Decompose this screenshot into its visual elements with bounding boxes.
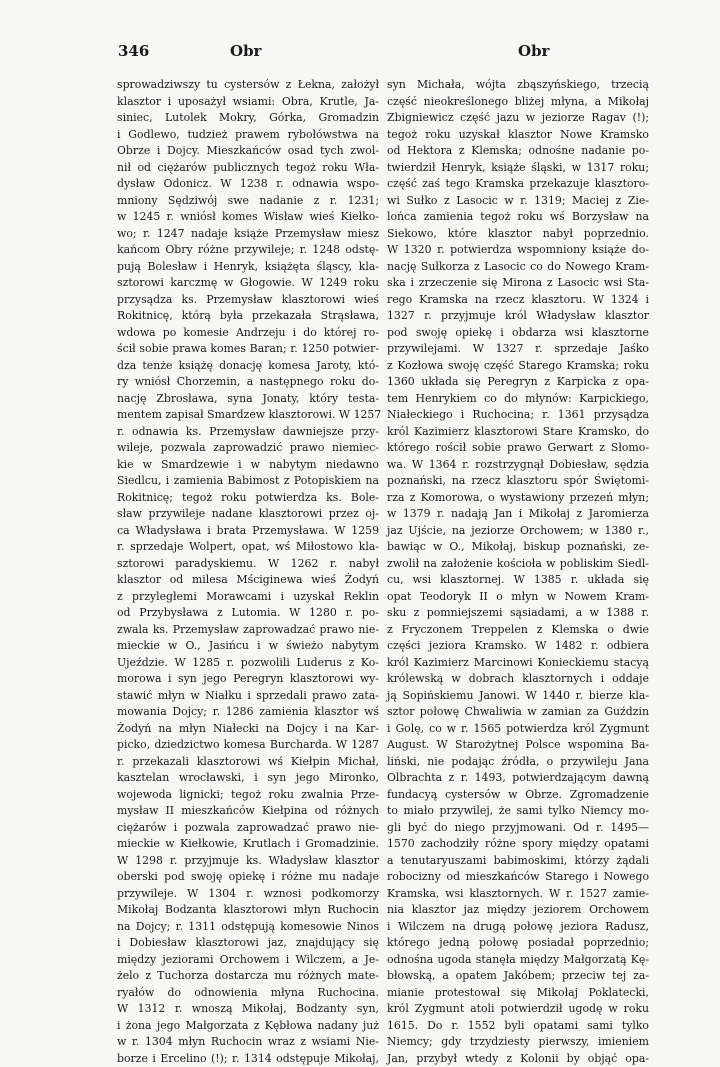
text-line: wojewoda lignicki; tegoż roku zwalnia Prze- [117,787,379,804]
text-line: klasztor od milesa Mściginewa wieś Żodyń [117,572,379,589]
text-line: fundacyą cystersów w Obrze. Zgromadzenie [387,787,649,804]
text-line: mieckie w Kiełkowie, Krutlach i Gromadzinie. [117,836,379,853]
text-line: Siedlcu, i zamienia Babimost z Potopiskiem na [117,473,379,490]
text-line: W 1312 r. wnoszą Mikołaj, Bodzanty syn, [117,1001,379,1018]
text-line: twierdził Henryk, książe śląski, w 1317 roku; [387,160,649,177]
text-line: Rokitnicę; tegoż roku potwierdza ks. Bole- [117,490,379,507]
text-line: błowską, a opatem Jakóbem; przeciw tej za- [387,968,649,985]
text-line: Obrze i Dojcy. Mieszkańców osad tych zwol- [117,143,379,160]
text-line: przywilejami. W 1327 r. sprzedaje Jaśko [387,341,649,358]
text-line: zwala ks. Przemysław zaprowadzać prawo nie- [117,622,379,639]
text-line: W 1298 r. przyjmuje ks. Władysław klasztor [117,853,379,870]
text-line: mowania Dojcy; r. 1286 zamienia klasztor wś [117,704,379,721]
text-line: klasztor i uposażył wsiami: Obra, Krutle, Ja- [117,94,379,111]
text-line: i Golę, co w r. 1565 potwierdza król Zygmunt [387,721,649,738]
text-line: ją Sopińskiemu Janowi. W 1440 r. bierze kla- [387,688,649,705]
text-line: tem Henrykiem co do młynów: Karpickiego, [387,391,649,408]
text-line: ry wniósł Chorzemin, a następnego roku do- [117,374,379,391]
text-line: borze i Ercelino (!); r. 1314 odstępuje Mikołaj, [117,1051,379,1067]
text-line: którego rościł sobie prawo Gerwart z Słomo- [387,440,649,457]
text-line: sztorowi paradyskiemu. W 1262 r. nabył [117,556,379,573]
text-line: król Kazimierz klasztorowi Stare Kramsko, do [387,424,649,441]
text-line: dysław Odonicz. W 1238 r. odnawia wspo- [117,176,379,193]
text-line: kie w Smardzewie i w nabytym niedawno [117,457,379,474]
text-line: z Kozłowa swoję część Starego Kramska; roku [387,358,649,375]
text-line: król Kazimierz Marcinowi Konieckiemu stacyą [387,655,649,672]
text-line: jaz Ujście, na jeziorze Orchowem; w 1380 r., [387,523,649,540]
text-line: na Dojcy; r. 1311 odstępują komesowie Ninos [117,919,379,936]
text-line: mianie protestował się Mikołaj Poklatecki, [387,985,649,1002]
text-line: części jeziora Kramsko. W 1482 r. odbiera [387,638,649,655]
text-line: dza tenże książę donację komesa Jaroty, któ- [117,358,379,375]
text-line: wo; r. 1247 nadaje książe Przemysław miesz [117,226,379,243]
text-line: i Godlewo, tudzież prawem rybołówstwa na [117,127,379,144]
right-column [387,77,649,982]
text-line: mniony Sędziwój swe nadanie z r. 1231; [117,193,379,210]
left-column [117,77,379,982]
text-line: królewską w dobrach klasztornych i oddaje [387,671,649,688]
text-line: tegoż roku uzyskał klasztor Nowe Kramsko [387,127,649,144]
text-line: Zbigniewicz część jazu w jeziorze Ragav (!); [387,110,649,127]
text-line: liński, nie podając źródła, o przywileju Jana [387,754,649,771]
text-line: Olbrachta z r. 1493, potwierdzającym dawną [387,770,649,787]
text-line: mentem zapisał Smardzew klasztorowi. W 1257 [117,407,379,424]
text-line: sku z pomniejszemi sąsiadami, a w 1388 r. [387,605,649,622]
text-line: oberski pod swoję opiekę i różne mu nadaje [117,869,379,886]
text-line: Rokitnicę, którą była przekazała Strąsława, [117,308,379,325]
running-head-right: Obr [518,42,549,60]
text-line: picko, dziedzictwo komesa Burcharda. W 1287 [117,737,379,754]
text-line: W 1320 r. potwierdza wspomniony książe do- [387,242,649,259]
text-line: pod swoję opiekę i obdarza wsi klasztorne [387,325,649,342]
text-line: 1360 układa się Peregryn z Karpicka z opa- [387,374,649,391]
text-line: stawić młyn w Niałku i sprzedali prawo zata- [117,688,379,705]
text-line: wdowa po komesie Andrzeju i do której ro- [117,325,379,342]
text-line: morowa i syn jego Peregryn klasztorowi wy- [117,671,379,688]
text-line: wi Sułko z Lasocic w r. 1319; Maciej z Zie- [387,193,649,210]
text-line: robocizny od mieszkańców Starego i Nowego [387,869,649,886]
text-line: bawiąc w O., Mikołaj, biskup poznański, ze- [387,539,649,556]
text-line: z Fryczonem Treppelen z Klemska o dwie [387,622,649,639]
text-line: ca Władysława i brata Przemysława. W 1259 [117,523,379,540]
text-line: część zaś tego Kramska przekazuje klasztoro- [387,176,649,193]
text-line: r. przekazali klasztorowi wś Kiełpin Michał, [117,754,379,771]
text-line: król Zygmunt atoli potwierdził ugodę w roku [387,1001,649,1018]
text-line: sztor połowę Chwaliwia w zamian za Guździn [387,704,649,721]
text-line: kasztelan wrocławski, i syn jego Mironko, [117,770,379,787]
page-header [0,42,720,64]
text-line: to miało przywilej, że sami tylko Niemcy mo- [387,803,649,820]
text-line: a tenutaryuszami babimoskimi, którzy żądali [387,853,649,870]
text-line: siniec, Lutolek Mokry, Górka, Gromadzin [117,110,379,127]
text-line: sztorowi karczmę w Głogowie. W 1249 roku [117,275,379,292]
text-line: sprowadziwszy tu cystersów z Łekna, założył [117,77,379,94]
text-line: ścił sobie prawa komes Baran; r. 1250 potwier- [117,341,379,358]
text-line: August. W Starożytnej Polsce wspomina Ba- [387,737,649,754]
text-line: rego Kramska na rzecz klasztoru. W 1324 i [387,292,649,309]
text-line: od Hektora z Klemska; odnośne nadanie po- [387,143,649,160]
text-line: Niemcy; gdy trzydziesty pierwszy, imieniem [387,1034,649,1051]
text-line: wa. W 1364 r. rozstrzygnął Dobiesław, sędzia [387,457,649,474]
text-line: żelo z Tuchorza dostarcza mu różnych mate- [117,968,379,985]
text-line: nił od ciężarów publicznych tegoż roku Wła- [117,160,379,177]
text-line: rza z Komorowa, o wystawiony przezeń młyn; [387,490,649,507]
text-line: i Wilczem na drugą połowę jeziora Radusz, [387,919,649,936]
text-line: pują Bolesław i Henryk, książęta śląscy, kla- [117,259,379,276]
text-line: gli być do niego przyjmowani. Od r. 1495— [387,820,649,837]
text-line: sław przywileje nadane klasztorowi przez oj- [117,506,379,523]
text-line: syn Michała, wójta zbąszyńskiego, trzecią [387,77,649,94]
text-line: opat Teodoryk II o młyn w Nowem Kram- [387,589,649,606]
text-line: nację Sułkorza z Lasocic co do Nowego Kram- [387,259,649,276]
text-line: Kramska, wsi klasztornych. W r. 1527 zamie- [387,886,649,903]
text-line: mieckie w O., Jasińcu i w świeżo nabytym [117,638,379,655]
page-number: 346 [118,42,149,60]
text-line: kańcom Obry różne przywileje; r. 1248 odstę- [117,242,379,259]
text-line: poznański, na rzecz klasztoru spór Świętomi- [387,473,649,490]
text-line: przysądza ks. Przemysław klasztorowi wieś [117,292,379,309]
text-line: w r. 1304 młyn Ruchocin wraz z wsiami Nie- [117,1034,379,1051]
text-line: Siekowo, które klasztor nabył poprzednio. [387,226,649,243]
text-line: odnośna ugoda stanęła między Małgorzatą Kę- [387,952,649,969]
text-line: Jan, przybył wtedy z Kolonii by objąć opa- [387,1051,649,1067]
text-line: 1327 r. przyjmuje król Władysław klasztor [387,308,649,325]
text-line: z przyległemi Morawcami i uzyskał Reklin [117,589,379,606]
text-line: lońca zamienia tegoż roku wś Borzysław na [387,209,649,226]
text-line: którego jedną połowę posiadał poprzednio; [387,935,649,952]
text-line: nia klasztor jaz między jeziorem Orchowem [387,902,649,919]
text-line: r. sprzedaje Wolpert, opat, wś Miłostowo kla- [117,539,379,556]
text-line: między jeziorami Orchowem i Wilczem, a Je- [117,952,379,969]
text-line: część nieokreślonego bliżej młyna, a Mikołaj [387,94,649,111]
text-line: przywileje. W 1304 r. wznosi podkomorzy [117,886,379,903]
text-line: Niałeckiego i Ruchocina; r. 1361 przysądza [387,407,649,424]
text-line: nację Zbrosława, syna Jonaty, który testa- [117,391,379,408]
running-head-left: Obr [230,42,261,60]
text-line: w 1245 r. wniósł komes Wisław wieś Kiełko- [117,209,379,226]
text-line: 1615. Do r. 1552 byli opatami sami tylko [387,1018,649,1035]
text-line: i Dobiesław klasztorowi jaz, znajdujący się [117,935,379,952]
text-line: 1570 zachodziły różne spory między opatami [387,836,649,853]
text-line: w 1379 r. nadają Jan i Mikołaj z Jaromierza [387,506,649,523]
text-line: i żona jego Małgorzata z Kębłowa nadany już [117,1018,379,1035]
text-line: Żodyń na młyn Niałecki na Dojcy i na Kar- [117,721,379,738]
text-line: wileje, pozwala zaprowadzić prawo niemiec- [117,440,379,457]
text-line: r. odnawia ks. Przemysław dawniejsze przy- [117,424,379,441]
text-line: zwolił na założenie kościoła w pobliskim Siedl- [387,556,649,573]
text-line: Ujeździe. W 1285 r. pozwolili Luderus z Ko- [117,655,379,672]
text-line: ska i zrzeczenie się Mirona z Lasocic wsi Sta- [387,275,649,292]
text-line: Mikołaj Bodzanta klasztorowi młyn Ruchocin [117,902,379,919]
text-line: ryałów do odnowienia młyna Ruchocina. [117,985,379,1002]
text-line: ciężarów i pozwala zaprowadzać prawo nie- [117,820,379,837]
text-line: od Przybysława z Lutomia. W 1280 r. po- [117,605,379,622]
text-line: mysław II mieszkańców Kiełpina od różnych [117,803,379,820]
text-line: cu, wsi klasztornej. W 1385 r. układa się [387,572,649,589]
